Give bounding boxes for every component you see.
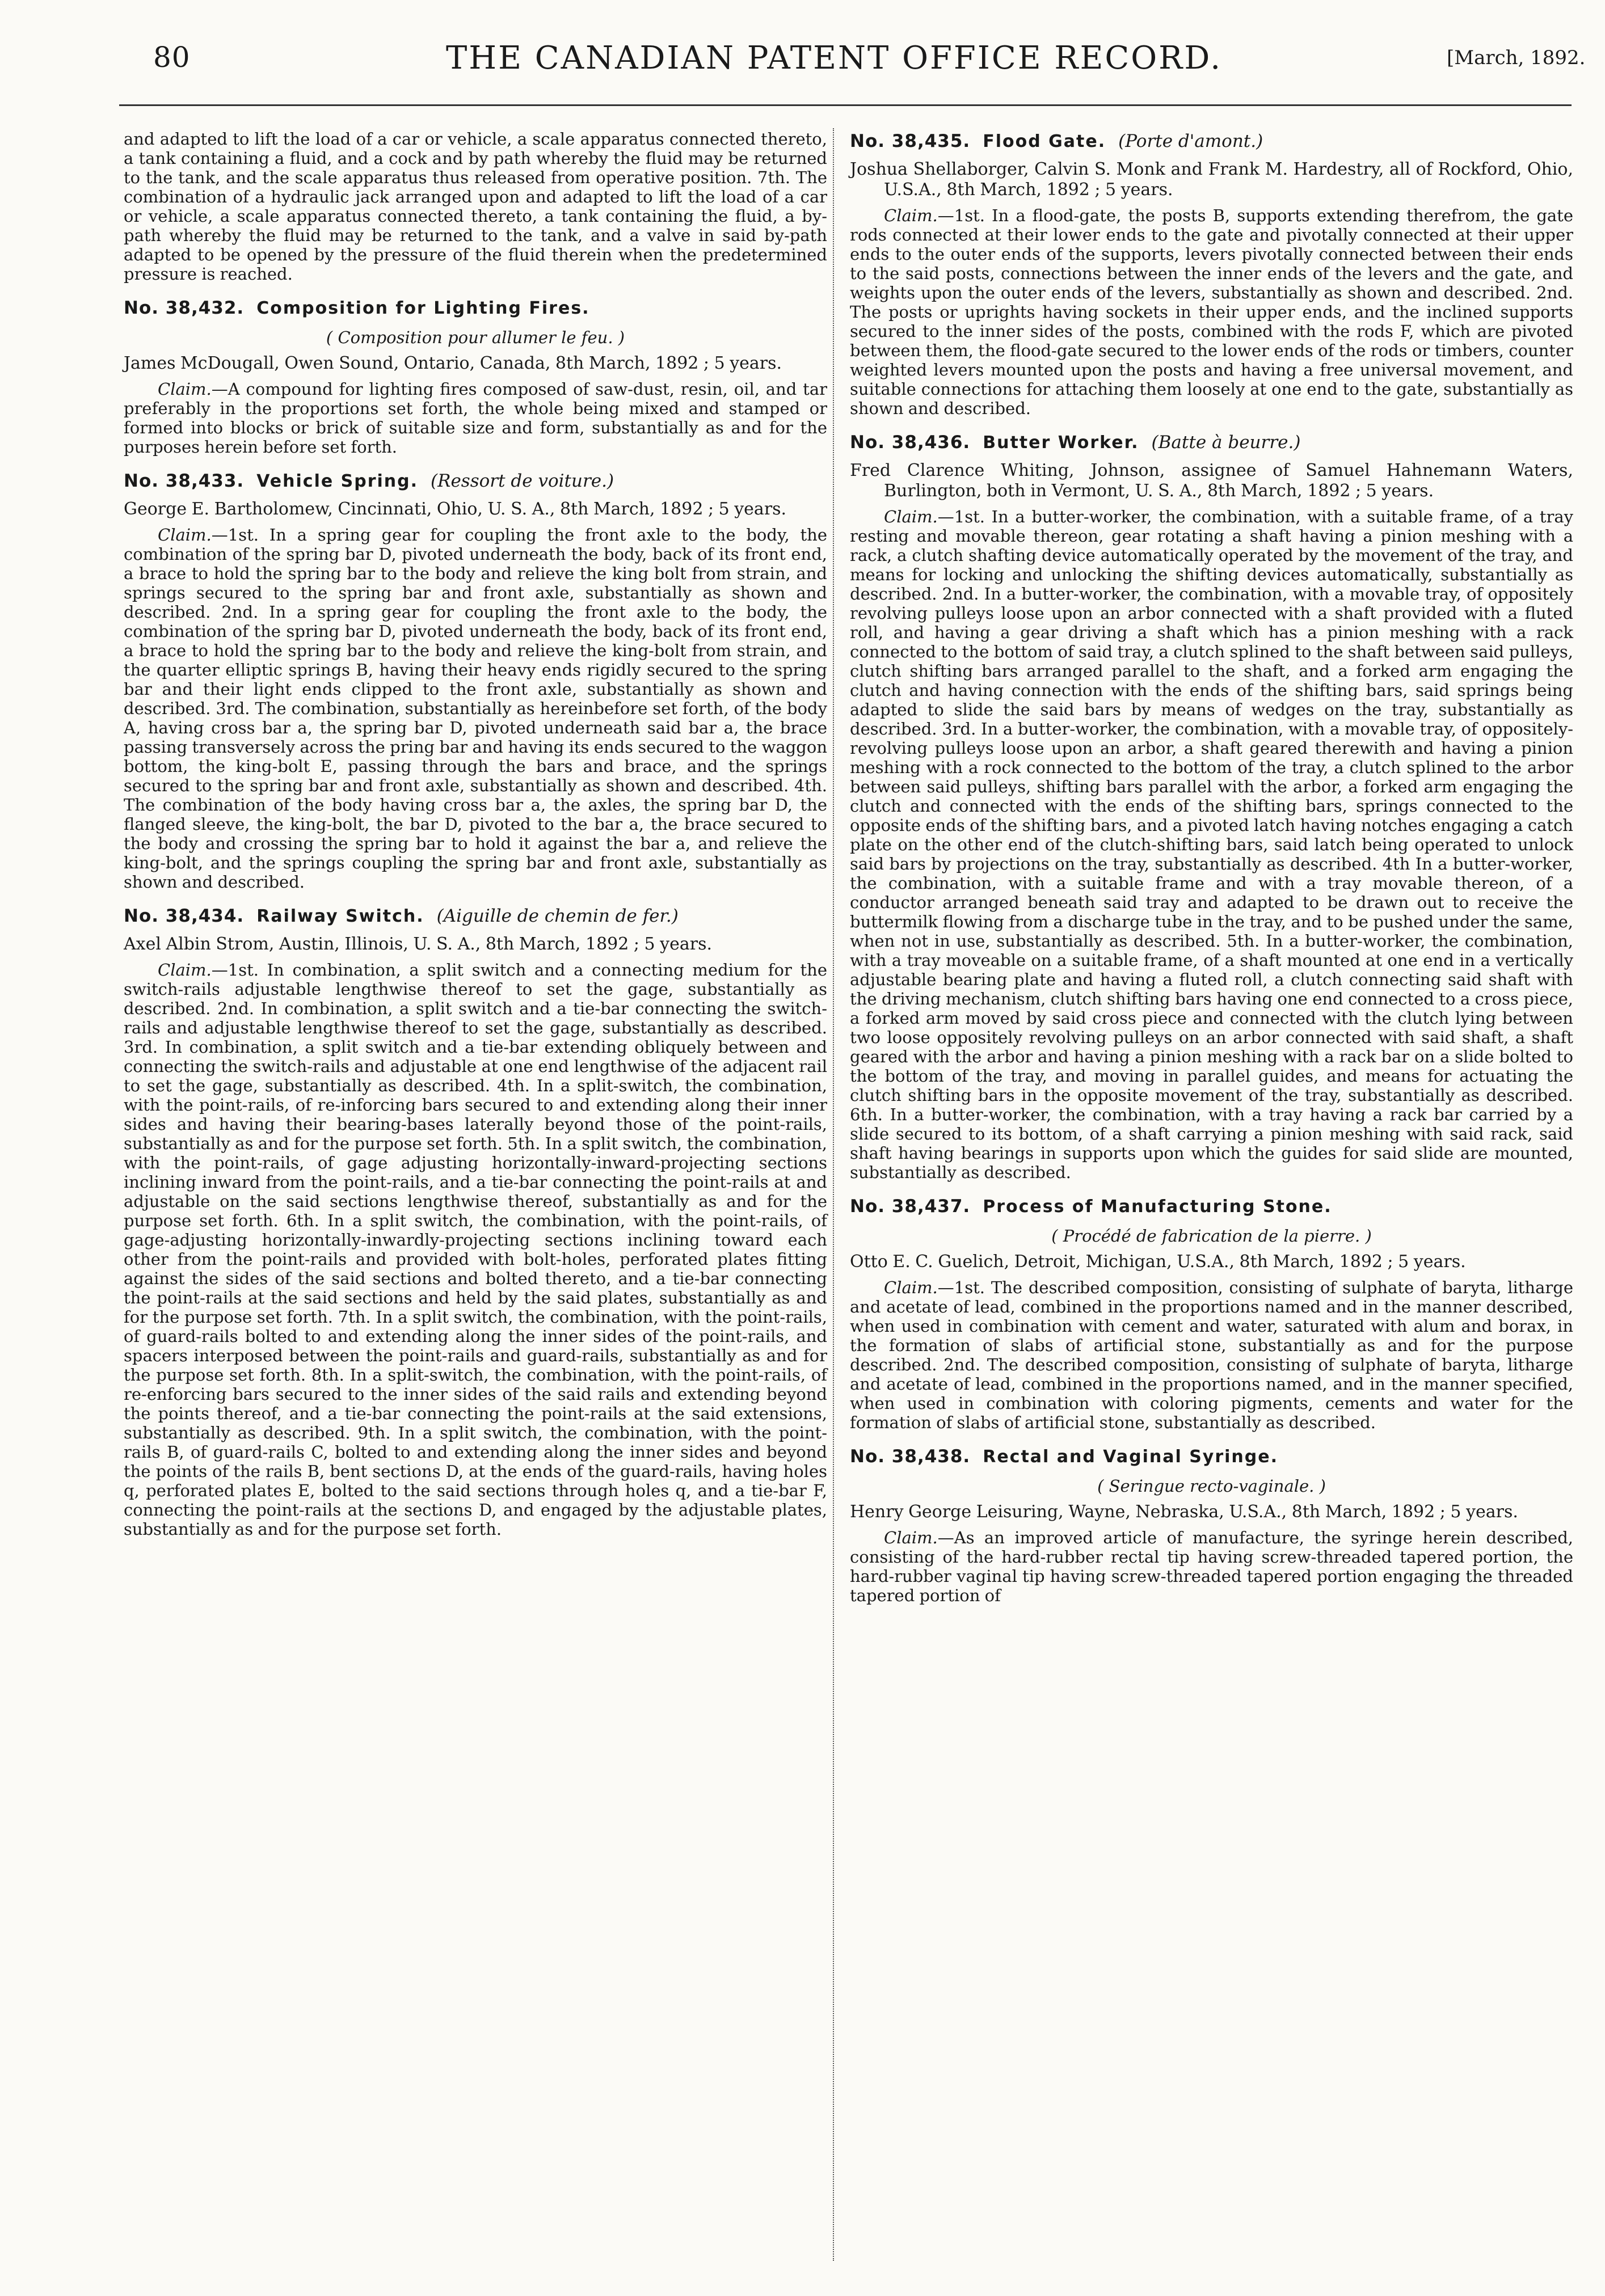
entry-heading: [124, 469, 827, 493]
patent-title: Composition for Lighting Fires.: [256, 298, 590, 318]
french-title: ( Procédé de fabrication de la pierre. ): [1051, 1226, 1372, 1246]
claim-label: Claim.: [158, 960, 212, 980]
claim-text: [850, 1528, 1573, 1605]
patent-title: Vehicle Spring.: [256, 471, 419, 491]
applicant-line: Henry George Leisuring, Wayne, Nebraska, U.S.A., 8th March, 1892 ; 5 years.: [850, 1502, 1518, 1522]
applicant-line: Axel Albin Strom, Austin, Illinois, U. S. A., 8th March, 1892 ; 5 years.: [124, 934, 712, 954]
claim-body: —1st. The described composition, consisting of sulphate of baryta, litharge and acetate of lead, combined in the proportions named and in the manner described, when used in combination with cement and water, saturated with alum and borax, in the formation of slabs of artificial stone, substantially as and for the purpose described. 2nd. The described composition, consisting of sulphate of baryta, litharge and acetate of lead, combined in the proportions named, and in the manner specified, when used in combination with coloring pigments, cements and water for the formation of slabs of artificial stone, substantially as described.: [850, 1278, 1573, 1432]
patent-number: No. 38,434.: [124, 906, 245, 926]
column-divider: [833, 128, 834, 2261]
patent-entry: [850, 430, 1573, 1182]
claim-label: Claim.: [884, 206, 938, 225]
claim-label: Claim.: [884, 1528, 938, 1547]
french-title: (Batte à beurre.): [1151, 432, 1301, 453]
patent-entry: [850, 1445, 1573, 1605]
claim-text: [124, 960, 827, 1539]
french-title: ( Composition pour allumer le feu. ): [326, 328, 625, 347]
issue-date: [March, 1892.: [1447, 47, 1586, 69]
applicant-line: George E. Bartholomew, Cincinnati, Ohio, U. S. A., 8th March, 1892 ; 5 years.: [124, 499, 787, 519]
patent-title: Butter Worker.: [983, 433, 1139, 453]
claim-label: Claim.: [884, 507, 938, 526]
claim-body: —1st. In a spring gear for coupling the front axle to the body, the combination of the spring bar D, pivoted underneath the body, back of its front end, a brace to hold the spring bar to the body and relieve the king bolt from strain, and springs secured to the spring bar and front axle, substantially as shown and described. 2nd. In a spring gear for coupling the front axle to the body, the combination of the spring bar D, pivoted underneath the body, back of its front end, a brace to hold the spring bar to the body and relieve the king-bolt from strain, and the quarter elliptic springs B, having their heavy ends rigidly secured to the spring bar and their light ends clipped to the front axle, substantially as shown and described. 3rd. The combination, substantially as hereinbefore set forth, of the body A, having cross bar a, the spring bar D, pivoted underneath said bar a, the brace passing transversely across the pring bar and having its ends secured to the waggon bottom, the king-bolt E, passing through the bars and brace, and the springs secured to the spring bar and front axle, substantially as shown and described. 4th. The combination of the body having cross bar a, the axles, the spring bar D, the flanged sleeve, the king-bolt, the bar D, pivoted to the bar a, the brace secured to the body and crossing the spring bar to hold it against the bar a, and relieve the king-bolt, and the springs coupling the spring bar and front axle, substantially as shown and described.: [124, 525, 827, 892]
patent-number: No. 38,435.: [850, 131, 971, 151]
patent-title: Flood Gate.: [983, 132, 1106, 151]
entry-heading: [124, 296, 827, 320]
patent-title: Railway Switch.: [256, 906, 424, 926]
claim-body: —1st. In a butter-worker, the combination, with a suitable frame, of a tray resting and movable thereon, gear rotating a shaft having a pinion meshing with a rack, a clutch shafting device automatically operated by the movement of the tray, and means for locking and unlocking the shifting devices automatically, substantially as described. 2nd. In a butter-worker, the combination, with a movable tray, of oppositely revolving pulleys loose upon an arbor connected with a shaft provided with a fluted roll, and having a gear driving a shaft which has a pinion meshing with a rack connected to the bottom of said tray, a clutch splined to the shaft between said pulleys, clutch shifting bars arranged parallel to the shaft, and a forked arm engaging the clutch and having connection with the ends of the shifting bars, said springs being adapted to slide the said bars by means of wedges on the tray, substantially as described. 3rd. In a butter-worker, the combination, with a movable tray, of oppositely-revolving pulleys loose upon an arbor, a shaft geared therewith and having a pinion meshing with a rock connected to the bottom of the tray, a clutch splined to the arbor between said pulleys, shifting bars parallel with the arbor, a forked arm engaging the clutch and connected with the ends of the shifting bars, springs connected to the opposite ends of the shifting bars, and a pivoted latch having notches engaging a catch plate on the other end of the clutch-shifting bars, said latch being operated to unlock said bars by projections on the tray, substantially as described. 4th In a butter-worker, the combination, with a suitable frame and with a tray movable thereon, of a conductor arranged beneath said tray and adapted to be drawn out to receive the buttermilk flowing from a discharge tube in the tray, and to be pushed under the same, when not in use, substantially as described. 5th. In a butter-worker, the combination, with a tray moveable on a suitable frame, of a shaft mounted at one end in a vertically adjustable bearing plate and having a fluted roll, a clutch connecting said shaft with the driving mechanism, clutch shifting bars having one end connected to a cross piece, a forked arm moved by said cross piece and connected with the clutch lying between two loose oppositely revolving pulleys on an arbor connected with said shaft, a shaft geared with the arbor and having a pinion meshing with a rack bar on a slide bolted to the bottom of the tray, and moving in parallel guides, and means for actuating the clutch shifting bars in the opposite movement of the tray, substantially as described. 6th. In a butter-worker, the combination, with a tray having a rack bar carried by a slide secured to its bottom, of a shaft carrying a pinion meshing with said rack, said shaft having bearings in supports upon which the guides for said slide are mounted, substantially as described.: [850, 507, 1573, 1182]
left-column: [124, 129, 827, 1549]
french-title: (Aiguille de chemin de fer.): [436, 906, 679, 926]
patent-number: No. 38,437.: [850, 1196, 971, 1217]
patent-number: No. 38,436.: [850, 432, 971, 453]
french-title: (Porte d'amont.): [1118, 131, 1263, 151]
header-rule: [119, 104, 1572, 106]
claim-label: Claim.: [158, 379, 212, 399]
claim-body: —A compound for lighting fires composed of saw-dust, resin, oil, and tar preferably in the proportions set forth, the whole being mixed and stamped or formed into blocks or brick of suitable size and form, substantially as and for the purposes herein before set forth.: [124, 379, 827, 457]
applicant-line: Joshua Shellaborger, Calvin S. Monk and Frank M. Hardestry, all of Rockford, Ohio, U.S.A., 8th March, 1892 ; 5 years.: [850, 159, 1573, 200]
patent-entry: [124, 296, 827, 457]
patent-number: No. 38,433.: [124, 471, 245, 491]
claim-label: Claim.: [884, 1278, 938, 1297]
patent-entry: [850, 1195, 1573, 1432]
french-title: ( Seringue recto-vaginale. ): [1097, 1476, 1326, 1496]
claim-text: [850, 206, 1573, 418]
patent-number: No. 38,438.: [850, 1446, 971, 1467]
continued-claim-text: and adapted to lift the load of a car or vehicle, a scale apparatus connected thereto, a tank containing a fluid, and a cock and by path whereby the fluid may be returned to the tank, and the scale apparatus thus released from operative position. 7th. The combination of a hydraulic jack arranged upon and adapted to lift the load of a car or vehicle, a scale apparatus connected thereto, a tank containing the fluid, a by-path whereby the fluid may be returned to the tank, and a valve in said by-path adapted to be opened by the pressure of the fluid therein when the predetermined pressure is reached.: [124, 129, 827, 284]
claim-text: [850, 1278, 1573, 1432]
applicant-line: Otto E. C. Guelich, Detroit, Michigan, U.S.A., 8th March, 1892 ; 5 years.: [850, 1252, 1466, 1272]
entry-heading: [850, 430, 1573, 455]
patent-number: No. 38,432.: [124, 298, 245, 318]
patent-entry: [124, 904, 827, 1539]
applicant-line: Fred Clarence Whiting, Johnson, assignee of Samuel Hahnemann Waters, Burlington, both in Vermont, U. S. A., 8th March, 1892 ; 5 years.: [850, 461, 1573, 501]
right-column: [850, 129, 1573, 1615]
entry-heading: [124, 904, 827, 928]
claim-body: —1st. In a flood-gate, the posts B, supports extending therefrom, the gate rods connected at their lower ends to the gate and pivotally connected at their upper ends to the outer ends of the supports, levers pivotally connected between their ends to the said posts, connections between the inner ends of the levers and the gate, and weights upon the outer ends of the levers, substantially as shown and described. 2nd. The posts or uprights having sockets in their upper ends, and the inclined supports secured to the inner sides of the posts, combined with the rods F, which are pivoted between them, the flood-gate secured to the lower ends of the rods or timbers, counter weighted levers mounted upon the posts and having a free universal movement, and suitable connections for attaching them loosely at one end to the gate, substantially as shown and described.: [850, 206, 1573, 418]
french-title: (Ressort de voiture.): [431, 471, 614, 491]
claim-label: Claim.: [158, 525, 212, 545]
entry-heading: [850, 1195, 1573, 1219]
applicant-line: James McDougall, Owen Sound, Ontario, Canada, 8th March, 1892 ; 5 years.: [124, 353, 782, 373]
patent-entry: [124, 469, 827, 892]
patent-title: Process of Manufacturing Stone.: [983, 1197, 1332, 1217]
claim-text: [124, 525, 827, 892]
claim-text: [850, 507, 1573, 1182]
claim-body: —1st. In combination, a split switch and a connecting medium for the switch-rails adjustable lengthwise thereof to set the gage, substantially as described. 2nd. In combination, a split switch and a tie-bar connecting the switch-rails and adjustable lengthwise thereof to set the gage, substantially as described. 3rd. In combination, a split switch and a tie-bar extending obliquely between and connecting the switch-rails and adjustable at one end lengthwise of the adjacent rail to set the gage, substantially as described. 4th. In a split-switch, the combination, with the point-rails, of re-inforcing bars secured to and extending along their inner sides and having their bearing-bases laterally beyond those of the point-rails, substantially as and for the purpose set forth. 5th. In a split switch, the combination, with the point-rails, of gage adjusting horizontally-inward-projecting sections inclining inward from the point-rails, and a tie-bar connecting the point-rails at and adjustable on the said sections lengthwise thereof, substantially as and for the purpose set forth. 6th. In a split switch, the combination, with the point-rails, of gage-adjusting horizontally-inwardly-projecting sections inclining toward each other from the point-rails and provided with bolt-holes, perforated plates fitting against the sides of the said sections and bolted thereto, and a tie-bar connecting the point-rails at the said sections and held by the said plates, substantially as and for the purpose set forth. 7th. In a split switch, the combination, with the point-rails, of guard-rails bolted to and extending along the inner sides of the point-rails, and spacers interposed between the point-rails and guard-rails, substantially as and for the purpose set forth. 8th. In a split-switch, the combination, with the point-rails, of re-enforcing bars secured to the inner sides of the said rails and extending beyond the points thereof, and a tie-bar connecting the point-rails at the said extensions, substantially as described. 9th. In a split switch, the combination, with the point-rails B, of guard-rails C, bolted to and extending along the inner sides and beyond the points of the rails B, bent sections D, at the ends of the guard-rails, having holes q, perforated plates E, bolted to the said sections through holes q, and a tie-bar F, connecting the point-rails at the sections D, and engaged by the adjustable plates, substantially as and for the purpose set forth.: [124, 960, 827, 1539]
claim-text: [124, 379, 827, 457]
entry-heading: [850, 129, 1573, 154]
patent-entry: [850, 129, 1573, 418]
entry-heading: [850, 1445, 1573, 1469]
page-number: 80: [153, 41, 191, 74]
running-title: THE CANADIAN PATENT OFFICE RECORD.: [445, 40, 1223, 77]
patent-title: Rectal and Vaginal Syringe.: [983, 1447, 1279, 1467]
claim-body: —As an improved article of manufacture, the syringe herein described, consisting of the hard-rubber rectal tip having screw-threaded tapered portion, the hard-rubber vaginal tip having screw-threaded tapered portion engaging the threaded tapered portion of: [850, 1528, 1573, 1605]
